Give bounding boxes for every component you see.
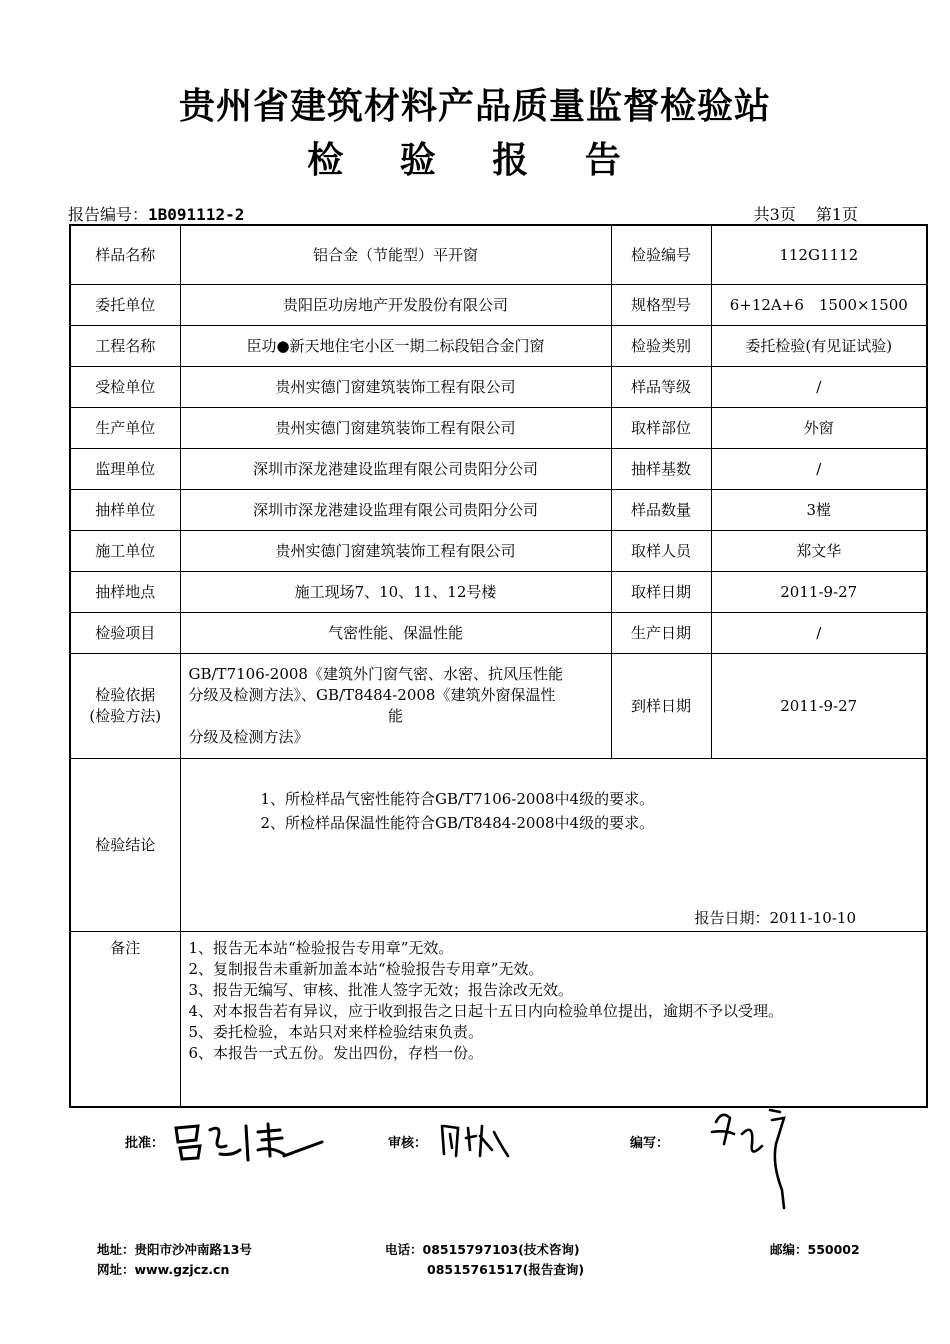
conclusion-label: 检验结论 xyxy=(70,759,180,932)
conclusion-line: 2、所检样品保温性能符合GB/T8484-2008中4级的要求。 xyxy=(260,814,655,832)
basis-line1: GB/T7106-2008《建筑外门窗气密、水密、抗风压性能 xyxy=(188,665,563,683)
spec-label: 规格型号 xyxy=(611,285,711,326)
sample-name-label: 样品名称 xyxy=(70,225,180,285)
arrival-date-value: 2011-9-27 xyxy=(711,654,927,759)
note-item: 1、报告无本站“检验报告专用章”无效。 xyxy=(188,939,454,957)
footer-website: 网址：www.gzjcz.cn xyxy=(97,1262,230,1277)
basis-label xyxy=(70,654,180,759)
report-number-value: 1B091112-2 xyxy=(148,205,245,224)
items-label: 检验项目 xyxy=(70,613,180,654)
table-row xyxy=(70,572,927,613)
inspected-unit-value: 贵州实德门窗建筑装饰工程有限公司 xyxy=(180,367,611,408)
doc-title: 检 验 报 告 xyxy=(307,140,643,181)
inspected-unit-label: 受检单位 xyxy=(70,367,180,408)
project-value: 臣功●新天地住宅小区一期二标段铝合金门窗 xyxy=(180,326,611,367)
table-row xyxy=(70,932,927,1108)
test-no-label: 检验编号 xyxy=(611,225,711,285)
footer-phone-tech: 电话：08515797103(技术咨询) xyxy=(385,1242,580,1257)
basis-line4: 分级及检测方法》 xyxy=(188,728,309,746)
note-item: 2、复制报告未重新加盖本站“检验报告专用章”无效。 xyxy=(188,960,544,978)
grade-label: 样品等级 xyxy=(611,367,711,408)
note-item: 3、报告无编写、审核、批准人签字无效；报告涂改无效。 xyxy=(188,981,574,999)
note-item: 6、本报告一式五份。发出四份，存档一份。 xyxy=(188,1044,484,1062)
signature-area xyxy=(0,1110,950,1190)
producer-value: 贵州实德门窗建筑装饰工程有限公司 xyxy=(180,408,611,449)
review-label: 审核： xyxy=(388,1136,428,1151)
note-item: 5、委托检验，本站只对来样检验结束负责。 xyxy=(188,1023,484,1041)
location-label: 抽样地点 xyxy=(70,572,180,613)
sampling-date-label: 取样日期 xyxy=(611,572,711,613)
basis-value xyxy=(180,654,611,759)
project-label: 工程名称 xyxy=(70,326,180,367)
basis-label-line2: (检验方法) xyxy=(89,707,162,725)
report-number-label: 报告编号： xyxy=(68,205,149,224)
supervisor-value: 深圳市深龙港建设监理有限公司贵阳分公司 xyxy=(180,449,611,490)
spec-value: 6+12A+6 1500×1500 xyxy=(711,285,927,326)
page-number: 第1页 xyxy=(815,205,858,224)
producer-label: 生产单位 xyxy=(70,408,180,449)
basis-line2: 分级及检测方法》、GB/T8484-2008《建筑外窗保温性 xyxy=(188,686,556,704)
test-type-value: 委托检验(有见证试验) xyxy=(711,326,927,367)
reviewer-signature-icon xyxy=(436,1120,516,1164)
location-value: 施工现场7、10、11、12号楼 xyxy=(180,572,611,613)
client-value: 贵阳臣功房地产开发股份有限公司 xyxy=(180,285,611,326)
arrival-date-label: 到样日期 xyxy=(611,654,711,759)
sampling-unit-label: 抽样单位 xyxy=(70,490,180,531)
notes-label: 备注 xyxy=(70,932,180,1108)
org-title: 贵州省建筑材料产品质量监督检验站 xyxy=(178,86,771,127)
report-date: 报告日期：2011-10-10 xyxy=(694,909,856,927)
table-row xyxy=(70,449,927,490)
approver-signature-icon xyxy=(170,1116,330,1166)
construction-value: 贵州实德门窗建筑装饰工程有限公司 xyxy=(180,531,611,572)
footer xyxy=(0,1240,950,1300)
report-info-line xyxy=(68,200,858,222)
table-row xyxy=(70,759,927,932)
table-row xyxy=(70,490,927,531)
sampling-date-value: 2011-9-27 xyxy=(711,572,927,613)
notes-cell xyxy=(180,932,927,1108)
sampling-part-value: 外窗 xyxy=(711,408,927,449)
conclusion-list xyxy=(261,787,655,835)
table-row xyxy=(70,326,927,367)
items-value: 气密性能、保温性能 xyxy=(180,613,611,654)
table-row xyxy=(70,654,927,759)
table-row xyxy=(70,367,927,408)
write-label: 编写： xyxy=(630,1136,670,1151)
supervisor-label: 监理单位 xyxy=(70,449,180,490)
construction-label: 施工单位 xyxy=(70,531,180,572)
production-date-label: 生产日期 xyxy=(611,613,711,654)
table-row xyxy=(70,225,927,285)
approve-label: 批准： xyxy=(125,1136,165,1151)
report-number xyxy=(68,202,244,225)
table-row xyxy=(70,531,927,572)
total-pages: 共3页 xyxy=(753,205,796,224)
sampling-unit-value: 深圳市深龙港建设监理有限公司贵阳分公司 xyxy=(180,490,611,531)
table-row xyxy=(70,613,927,654)
sampler-value: 郑文华 xyxy=(711,531,927,572)
test-no-value: 112G1112 xyxy=(711,225,927,285)
table-row xyxy=(70,285,927,326)
table-row xyxy=(70,408,927,449)
writer-signature-icon xyxy=(708,1104,798,1214)
sample-qty-label: 样品数量 xyxy=(611,490,711,531)
report-table xyxy=(69,224,928,1108)
basis-line3: 能 xyxy=(387,707,403,725)
production-date-value: / xyxy=(711,613,927,654)
footer-postcode: 邮编：550002 xyxy=(770,1242,860,1257)
footer-phone-report: 08515761517(报告查询) xyxy=(427,1262,585,1277)
page-info xyxy=(734,202,858,225)
grade-value: / xyxy=(711,367,927,408)
base-qty-label: 抽样基数 xyxy=(611,449,711,490)
client-label: 委托单位 xyxy=(70,285,180,326)
sampler-label: 取样人员 xyxy=(611,531,711,572)
conclusion-cell xyxy=(180,759,927,932)
sampling-part-label: 取样部位 xyxy=(611,408,711,449)
basis-label-line1: 检验依据 xyxy=(95,686,156,704)
footer-address: 地址：贵阳市沙冲南路13号 xyxy=(97,1242,252,1257)
test-type-label: 检验类别 xyxy=(611,326,711,367)
base-qty-value: / xyxy=(711,449,927,490)
note-item: 4、对本报告若有异议，应于收到报告之日起十五日内向检验单位提出，逾期不予以受理。 xyxy=(188,1002,784,1020)
conclusion-line: 1、所检样品气密性能符合GB/T7106-2008中4级的要求。 xyxy=(260,790,655,808)
sample-name-value: 铝合金（节能型）平开窗 xyxy=(180,225,611,285)
sample-qty-value: 3樘 xyxy=(711,490,927,531)
